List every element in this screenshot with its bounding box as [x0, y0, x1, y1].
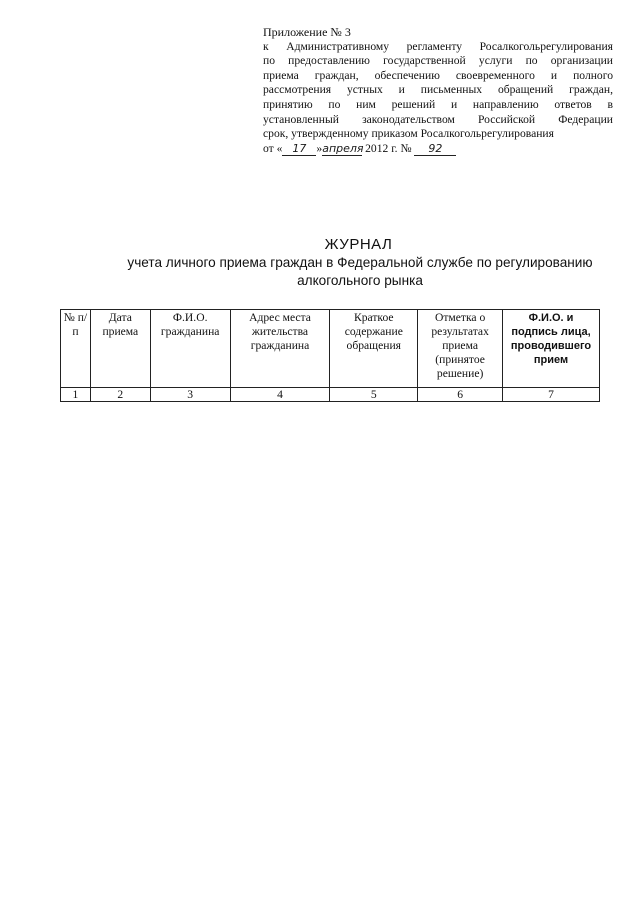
handwritten-day: 17: [282, 143, 316, 156]
column-number-cell: 4: [230, 388, 330, 402]
column-number-cell: 2: [90, 388, 150, 402]
column-header-citizen-name: Ф.И.О. гражданина: [150, 310, 230, 388]
appendix-line: приема граждан, обеспечению своевременного и полного: [263, 68, 613, 82]
column-number-cell: 7: [503, 388, 600, 402]
document-subtitle-line1: учета личного приема граждан в Федеральной службе по регулированию: [127, 255, 593, 270]
appendix-line: к Административному регламенту Росалкогольрегулирования: [263, 39, 613, 53]
table-header-row: [61, 310, 600, 388]
column-number-cell: 3: [150, 388, 230, 402]
column-header-date: Дата приема: [90, 310, 150, 388]
date-prefix: от «: [263, 141, 283, 155]
document-title-block: [80, 236, 640, 290]
column-number-cell: 5: [330, 388, 418, 402]
appendix-line: рассмотрения устных и письменных обращений граждан,: [263, 83, 613, 97]
appendix-title: Приложение № 3: [263, 25, 351, 39]
appendix-line: срок, утвержденному приказом Росалкогольрегулирования: [263, 127, 554, 141]
table-row: [61, 388, 600, 402]
date-mid: »: [316, 141, 323, 155]
column-header-summary: Краткое содержание обращения: [330, 310, 418, 388]
column-number-cell: 1: [61, 388, 91, 402]
appendix-header: [263, 25, 613, 156]
order-date-line: [263, 142, 613, 157]
column-header-address: Адрес места жительства гражданина: [230, 310, 330, 388]
handwritten-order-number: 92: [414, 143, 456, 156]
column-number-cell: 6: [418, 388, 503, 402]
appendix-line: принятию по ним решений и направлению ответов в: [263, 97, 613, 111]
column-header-result: Отметка о результатах приема (принятое решение): [418, 310, 503, 388]
appendix-line: по предоставлению государственной услуги по организации: [263, 54, 613, 68]
document-title: ЖУРНАЛ: [324, 236, 393, 253]
handwritten-month: апреля: [322, 141, 364, 155]
column-header-official: Ф.И.О. и подпись лица, проводившего прием: [503, 310, 600, 388]
document-subtitle-line2: алкогольного рынка: [297, 273, 423, 288]
date-year: 2012 г. №: [365, 141, 412, 155]
journal-table: [60, 309, 600, 402]
column-header-number: № п/п: [61, 310, 91, 388]
appendix-line: установленный законодательством Российской Федерации: [263, 112, 613, 126]
